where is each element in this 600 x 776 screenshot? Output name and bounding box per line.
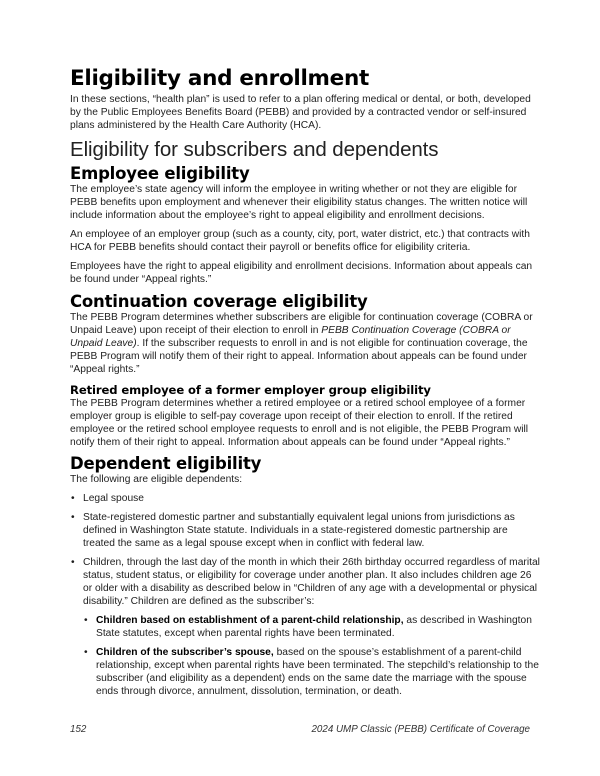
continuation-coverage-title: PEBB Continuation Coverage (COBRA or Unpaid Leave) xyxy=(70,325,511,349)
employee-paragraph: Employees have the right to appeal eligibility and enrollment decisions. Information about appeals can be found under “Appeal rights.” xyxy=(70,261,533,285)
dependent-list xyxy=(70,492,540,698)
continuation-text: The PEBB Program determines whether subscribers are eligible for continuation coverage (COBRA or Unpaid Leave) upon receipt of their election to enroll in xyxy=(70,312,533,336)
document-title: 2024 UMP Classic (PEBB) Certificate of Coverage xyxy=(311,724,530,735)
intro-paragraph: In these sections, “health plan” is used to refer to a plan offering medical or dental, or both, developed by the Public Employees Benefits Board (PEBB) and provided by a contracted vendor or self-insured plans administered by the Health Care Authority (HCA). xyxy=(70,94,531,131)
list-item-bold: Children based on establishment of a parent-child relationship, xyxy=(96,615,404,626)
page-title: Eligibility and enrollment xyxy=(70,66,369,91)
section-heading: Eligibility for subscribers and dependents xyxy=(70,138,439,161)
continuation-eligibility-heading: Continuation coverage eligibility xyxy=(70,292,368,311)
children-definition-list xyxy=(83,614,540,698)
employee-eligibility-heading: Employee eligibility xyxy=(70,164,250,183)
list-item-text: Children, through the last day of the month in which their 26th birthday occurred regardless of marital status, student status, or eligibility for coverage under another plan. It also includes children age 26 or older with a disability as described below in “Children of any age with a developmental or physical disability.” Children are defined as the subscriber’s: xyxy=(83,557,540,607)
employee-paragraph: An employee of an employer group (such as a county, city, port, water district, etc.) that contracts with HCA for PEBB benefits should contact their payroll or benefits office for eligibility criteria. xyxy=(70,229,530,253)
list-item xyxy=(83,614,540,640)
retired-paragraph: The PEBB Program determines whether a retired employee or a retired school employee of a former employer group is eligible to self-pay coverage upon receipt of their election to enroll. If the retired employee or the retired school employee requests to enroll and is not eligible, the PEBB Program will notify them of their right to appeal. Information about appeals can be found under “Appeal rights.” xyxy=(70,398,529,448)
list-item-text: based on the spouse’s establishment of a parent-child relationship, except when parental rights have been terminated. The stepchild’s relationship to the subscriber (and eligibility as a dependent) ends on the same date the marriage with the spouse ends through divorce, annulment, dissolution, termination, or death. xyxy=(96,647,539,697)
dependent-eligibility-heading: Dependent eligibility xyxy=(70,454,262,473)
list-item xyxy=(83,646,540,698)
page-number: 152 xyxy=(70,724,87,735)
retired-eligibility-heading: Retired employee of a former employer group eligibility xyxy=(70,383,431,397)
content-column xyxy=(70,66,540,704)
dependent-lead: The following are eligible dependents: xyxy=(70,474,243,485)
list-item: • Legal spouse xyxy=(70,492,540,505)
list-item: • State-registered domestic partner and substantially equivalent legal unions from jurisdictions as defined in Washington State statute. Individuals in a state-registered domestic partnership are treated the same as a legal spouse except when in conflict with federal law. xyxy=(70,511,540,550)
employee-paragraph: The employee’s state agency will inform the employee in writing whether or not they are eligible for PEBB benefits upon employment and whenever their eligibility status changes. The written notice will include information about the employee’s right to appeal eligibility and enrollment decisions. xyxy=(70,184,528,221)
list-item-text: as described in Washington State statutes, except when parental rights have been terminated. xyxy=(96,615,532,639)
continuation-paragraph xyxy=(70,311,540,376)
list-item-bold: Children of the subscriber’s spouse, xyxy=(96,647,274,658)
continuation-text: . If the subscriber requests to enroll in and is not eligible for continuation coverage, the PEBB Program will notify them of their right to appeal. Information about appeals can be found under “Appeal rights.” xyxy=(70,338,528,375)
list-item xyxy=(70,556,540,698)
